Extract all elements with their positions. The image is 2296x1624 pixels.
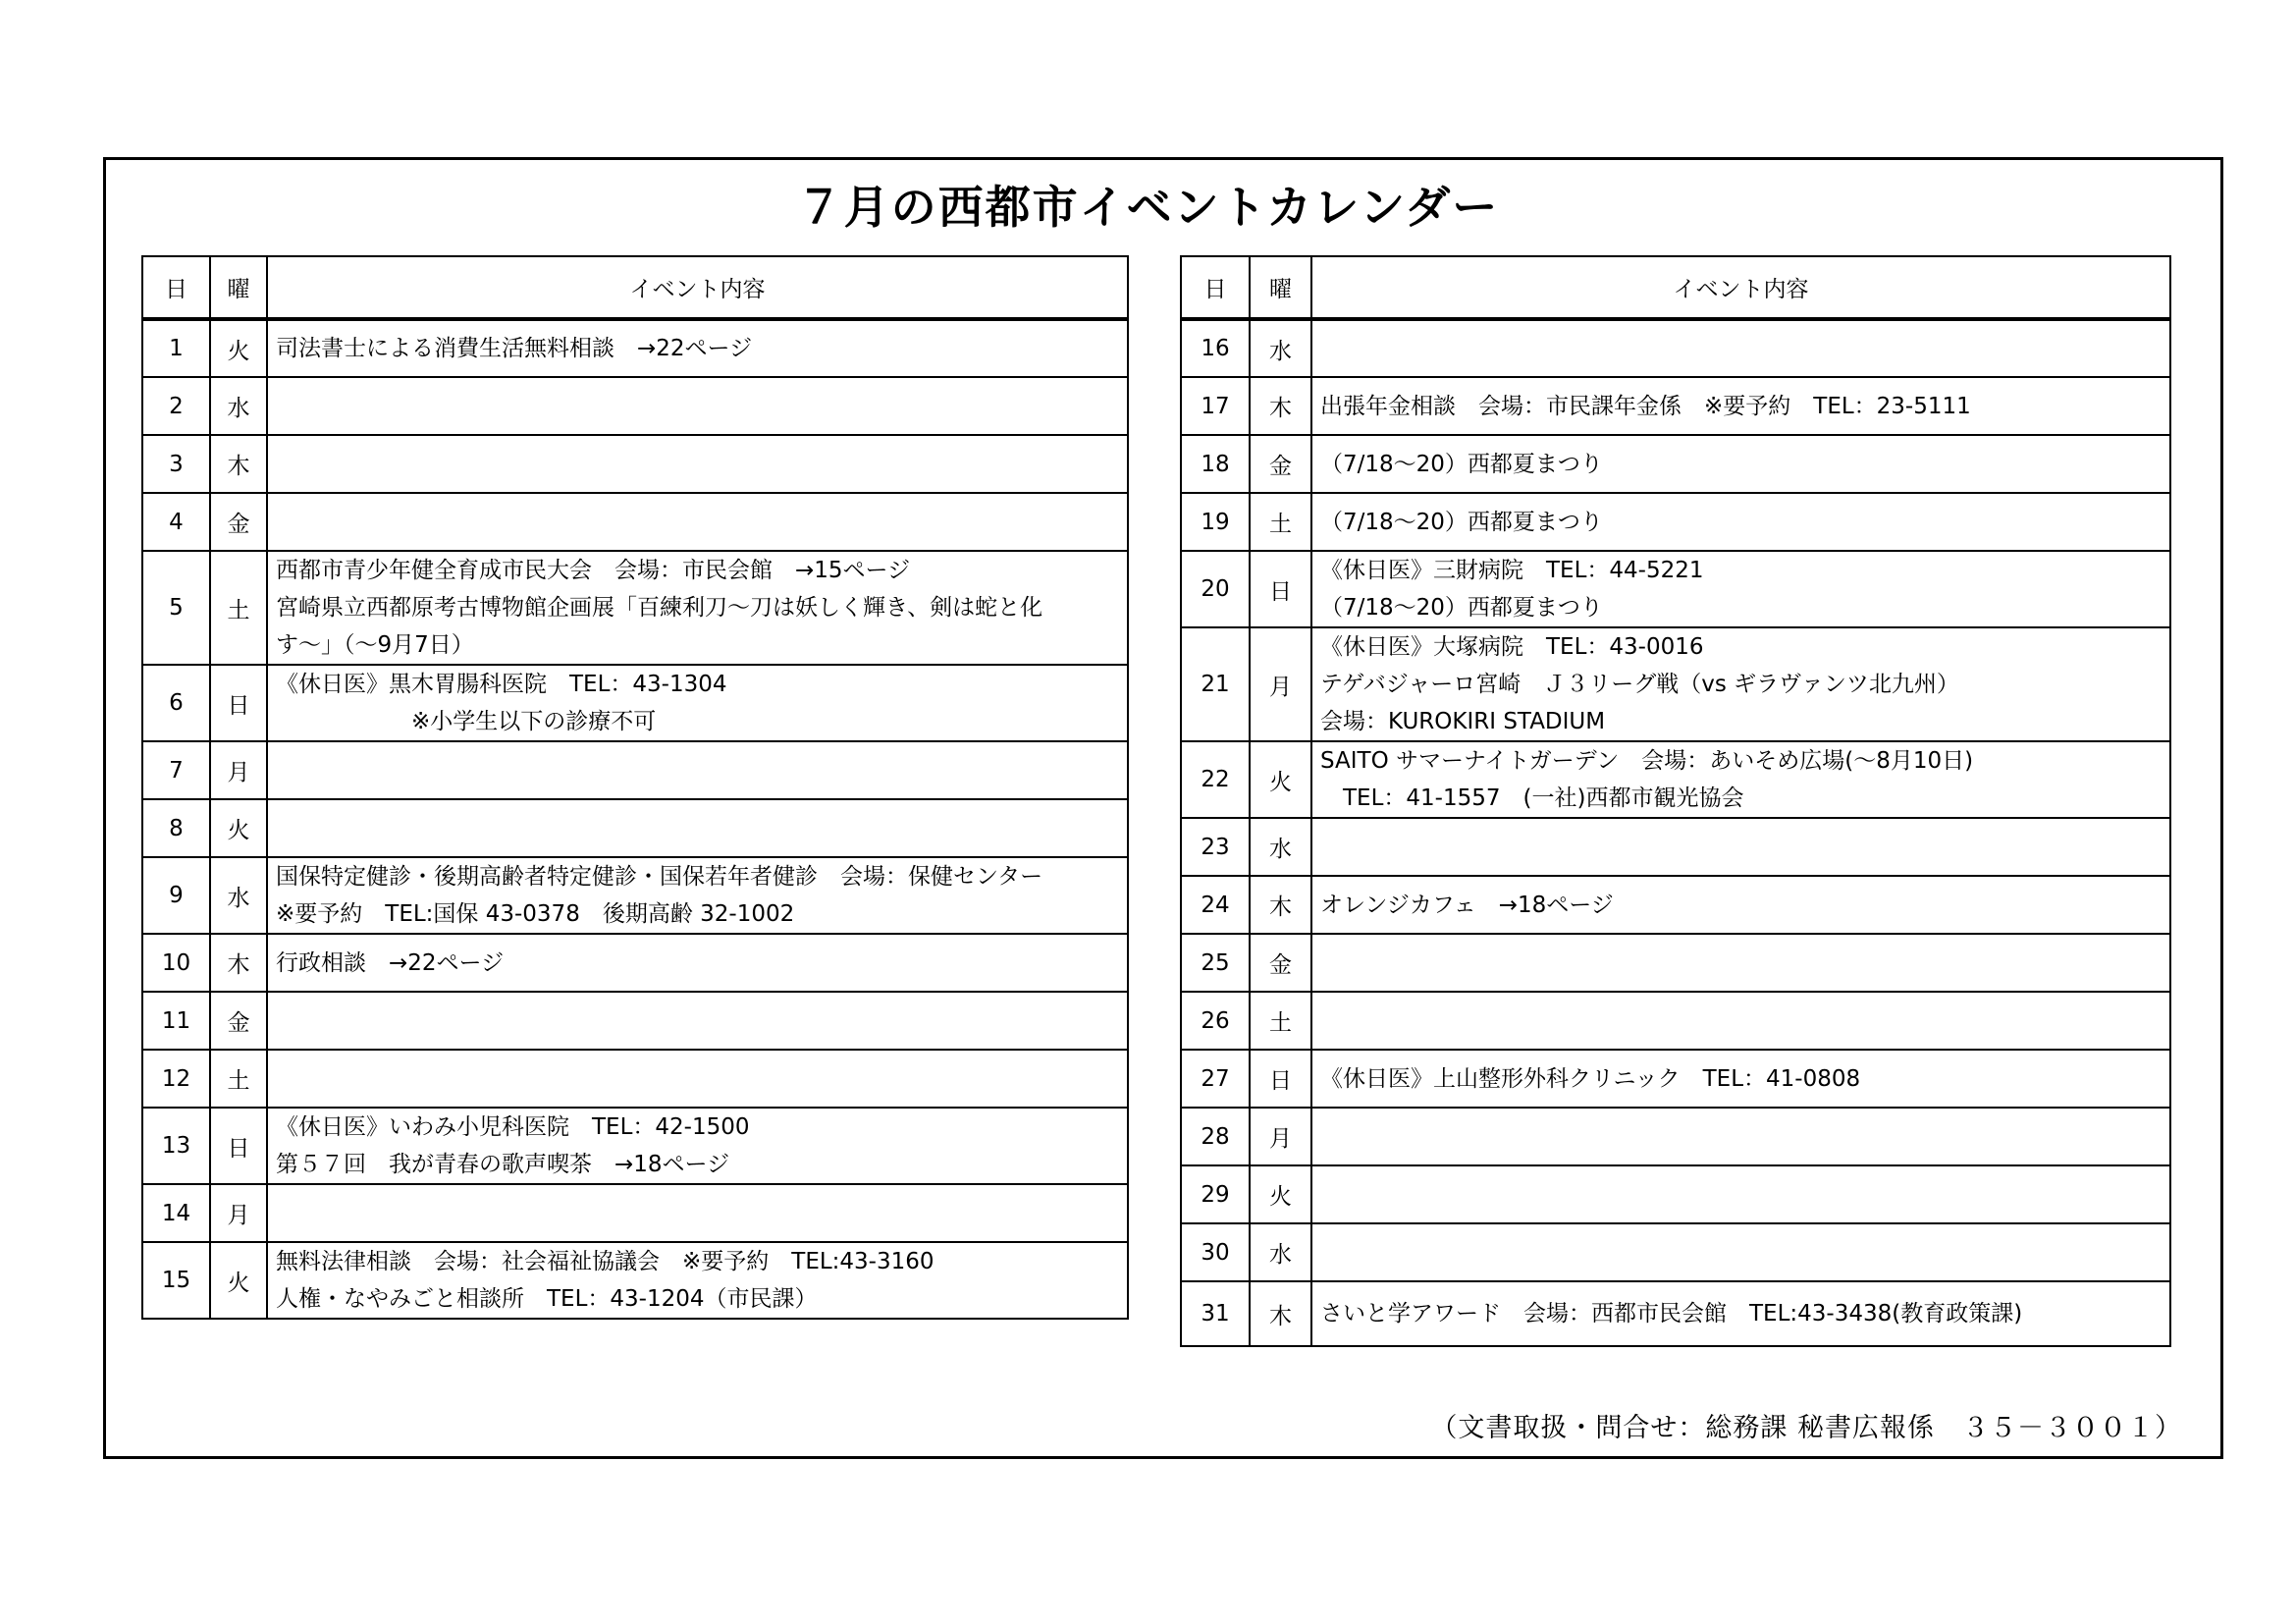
event-cell — [267, 551, 1128, 665]
event-line: 《休日医》いわみ小児科医院 TEL：42-1500 — [276, 1114, 750, 1140]
day-number: 26 — [1181, 992, 1250, 1050]
day-number: 13 — [142, 1108, 210, 1184]
event-line: SAITO サマーナイトガーデン 会場：あいそめ広場(～8月10日) — [1320, 748, 1974, 774]
header-event: イベント内容 — [1311, 256, 2170, 319]
calendar-row — [1181, 1223, 2170, 1281]
event-cell — [1311, 551, 2170, 627]
day-number: 5 — [142, 551, 210, 665]
day-number: 27 — [1181, 1050, 1250, 1108]
weekday: 土 — [1250, 992, 1311, 1050]
calendar-row — [142, 435, 1128, 493]
calendar-row — [142, 377, 1128, 435]
event-cell — [1311, 1165, 2170, 1223]
header-day: 日 — [142, 256, 210, 319]
day-number: 7 — [142, 741, 210, 799]
header-weekday: 曜 — [210, 256, 267, 319]
weekday: 日 — [1250, 551, 1311, 627]
event-line: オレンジカフェ →18ページ — [1320, 892, 1614, 918]
event-line: 人権・なやみごと相談所 TEL：43-1204（市民課） — [276, 1286, 818, 1312]
event-line: 出張年金相談 会場：市民課年金係 ※要予約 TEL：23-5111 — [1320, 393, 1971, 419]
event-line: 司法書士による消費生活無料相談 →22ページ — [276, 336, 753, 361]
weekday: 木 — [1250, 377, 1311, 435]
calendar-row — [1181, 627, 2170, 741]
weekday: 土 — [210, 551, 267, 665]
weekday: 水 — [210, 857, 267, 934]
event-line: 第５７回 我が青春の歌声喫茶 →18ページ — [276, 1152, 730, 1177]
day-number: 19 — [1181, 493, 1250, 551]
calendar-row — [1181, 992, 2170, 1050]
day-number: 8 — [142, 799, 210, 857]
calendar-row — [1181, 876, 2170, 934]
weekday: 火 — [210, 799, 267, 857]
event-line: さいと学アワード 会場：西都市民会館 TEL:43-3438(教育政策課) — [1320, 1301, 2023, 1326]
event-cell — [267, 857, 1128, 934]
day-number: 2 — [142, 377, 210, 435]
event-line: 《休日医》大塚病院 TEL：43-0016 — [1320, 634, 1704, 660]
event-line: ※小学生以下の診療不可 — [276, 709, 657, 734]
calendar-table-left — [141, 255, 1129, 1320]
calendar-row — [142, 799, 1128, 857]
weekday: 月 — [210, 1184, 267, 1242]
calendar-row — [1181, 551, 2170, 627]
day-number: 6 — [142, 665, 210, 741]
event-cell — [1311, 992, 2170, 1050]
day-number: 18 — [1181, 435, 1250, 493]
event-line: 会場：KUROKIRI STADIUM — [1320, 709, 1606, 734]
event-cell — [267, 435, 1128, 493]
event-cell — [267, 799, 1128, 857]
event-line: （7/18～20）西都夏まつり — [1320, 595, 1603, 621]
day-number: 12 — [142, 1050, 210, 1108]
calendar-row — [1181, 741, 2170, 818]
day-number: 9 — [142, 857, 210, 934]
weekday: 日 — [1250, 1050, 1311, 1108]
weekday: 金 — [1250, 435, 1311, 493]
event-line: ※要予約 TEL:国保 43-0378 後期高齢 32-1002 — [276, 901, 795, 927]
event-line: （7/18～20）西都夏まつり — [1320, 451, 1603, 477]
event-cell — [1311, 1281, 2170, 1346]
weekday: 木 — [210, 934, 267, 992]
event-cell — [1311, 1108, 2170, 1165]
calendar-row — [142, 741, 1128, 799]
calendar-table-right — [1180, 255, 2171, 1347]
calendar-row — [1181, 377, 2170, 435]
header-day: 日 — [1181, 256, 1250, 319]
event-cell — [1311, 435, 2170, 493]
calendar-row — [142, 493, 1128, 551]
event-line: 《休日医》黒木胃腸科医院 TEL：43-1304 — [276, 672, 727, 697]
weekday: 金 — [210, 493, 267, 551]
calendar-row — [1181, 1108, 2170, 1165]
weekday: 水 — [1250, 818, 1311, 876]
weekday: 火 — [210, 1242, 267, 1319]
day-number: 14 — [142, 1184, 210, 1242]
calendar-row — [1181, 319, 2170, 377]
calendar-row — [142, 551, 1128, 665]
event-cell — [267, 665, 1128, 741]
header-row — [142, 256, 1128, 319]
calendar-row — [1181, 1281, 2170, 1346]
event-cell — [1311, 319, 2170, 377]
event-cell — [267, 934, 1128, 992]
event-cell — [1311, 876, 2170, 934]
calendar-row — [142, 665, 1128, 741]
calendar-row — [1181, 1165, 2170, 1223]
calendar-row — [142, 319, 1128, 377]
calendar-row — [1181, 435, 2170, 493]
weekday: 火 — [1250, 1165, 1311, 1223]
day-number: 29 — [1181, 1165, 1250, 1223]
event-line: （7/18～20）西都夏まつり — [1320, 509, 1603, 535]
header-weekday: 曜 — [1250, 256, 1311, 319]
weekday: 月 — [1250, 1108, 1311, 1165]
day-number: 10 — [142, 934, 210, 992]
event-line: 行政相談 →22ページ — [276, 949, 505, 976]
event-cell — [1311, 1223, 2170, 1281]
event-line: TEL：41-1557 (一社)西都市観光協会 — [1320, 785, 1744, 811]
calendar-row — [142, 1184, 1128, 1242]
event-line: 《休日医》上山整形外科クリニック TEL：41-0808 — [1320, 1065, 1861, 1092]
event-cell — [267, 1050, 1128, 1108]
event-cell — [267, 741, 1128, 799]
event-cell — [267, 1108, 1128, 1184]
day-number: 30 — [1181, 1223, 1250, 1281]
day-number: 17 — [1181, 377, 1250, 435]
day-number: 11 — [142, 992, 210, 1050]
day-number: 20 — [1181, 551, 1250, 627]
weekday: 火 — [210, 319, 267, 377]
weekday: 水 — [1250, 1223, 1311, 1281]
event-cell — [267, 319, 1128, 377]
event-cell — [1311, 1050, 2170, 1108]
event-line: 国保特定健診・後期高齢者特定健診・国保若年者健診 会場：保健センター — [276, 864, 1043, 890]
event-line: 西都市青少年健全育成市民大会 会場：市民会館 →15ページ — [276, 558, 911, 583]
event-line: 宮崎県立西都原考古博物館企画展「百練利刀～刀は妖しく輝き、剣は蛇と化 — [276, 595, 1043, 621]
event-line: 無料法律相談 会場：社会福祉協議会 ※要予約 TEL:43-3160 — [276, 1249, 934, 1274]
weekday: 金 — [210, 992, 267, 1050]
weekday: 木 — [1250, 876, 1311, 934]
weekday: 月 — [1250, 627, 1311, 741]
calendar-row — [142, 992, 1128, 1050]
event-line: 《休日医》三財病院 TEL：44-5221 — [1320, 558, 1704, 583]
calendar-row — [142, 934, 1128, 992]
contact-footer: （文書取扱・問合せ：総務課 秘書広報係 ３５－３００１） — [1430, 1413, 2182, 1443]
weekday: 日 — [210, 665, 267, 741]
header-row — [1181, 256, 2170, 319]
event-line: す～」（～9月7日） — [276, 632, 474, 658]
weekday: 木 — [210, 435, 267, 493]
event-cell — [1311, 741, 2170, 818]
calendar-row — [142, 1050, 1128, 1108]
calendar-row — [142, 1108, 1128, 1184]
event-cell — [1311, 934, 2170, 992]
event-cell — [267, 992, 1128, 1050]
day-number: 16 — [1181, 319, 1250, 377]
day-number: 23 — [1181, 818, 1250, 876]
weekday: 月 — [210, 741, 267, 799]
weekday: 水 — [210, 377, 267, 435]
day-number: 24 — [1181, 876, 1250, 934]
day-number: 3 — [142, 435, 210, 493]
event-cell — [267, 1184, 1128, 1242]
weekday: 金 — [1250, 934, 1311, 992]
calendar-row — [1181, 934, 2170, 992]
weekday: 火 — [1250, 741, 1311, 818]
day-number: 1 — [142, 319, 210, 377]
day-number: 31 — [1181, 1281, 1250, 1346]
event-cell — [267, 1242, 1128, 1319]
day-number: 21 — [1181, 627, 1250, 741]
event-cell — [1311, 818, 2170, 876]
weekday: 水 — [1250, 319, 1311, 377]
weekday: 土 — [210, 1050, 267, 1108]
day-number: 25 — [1181, 934, 1250, 992]
weekday: 木 — [1250, 1281, 1311, 1346]
weekday: 日 — [210, 1108, 267, 1184]
event-cell — [267, 377, 1128, 435]
day-number: 4 — [142, 493, 210, 551]
calendar-row — [142, 1242, 1128, 1319]
page-title: ７月の西都市イベントカレンダー — [796, 181, 1500, 234]
calendar-row — [1181, 1050, 2170, 1108]
day-number: 28 — [1181, 1108, 1250, 1165]
event-cell — [1311, 493, 2170, 551]
day-number: 22 — [1181, 741, 1250, 818]
day-number: 15 — [142, 1242, 210, 1319]
calendar-row — [1181, 493, 2170, 551]
event-cell — [1311, 627, 2170, 741]
event-line: テゲバジャーロ宮崎 Ｊ３リーグ戦（vs ギラヴァンツ北九州） — [1320, 672, 1959, 697]
calendar-row — [142, 857, 1128, 934]
event-cell — [267, 493, 1128, 551]
weekday: 土 — [1250, 493, 1311, 551]
calendar-row — [1181, 818, 2170, 876]
header-event: イベント内容 — [267, 256, 1128, 319]
event-cell — [1311, 377, 2170, 435]
